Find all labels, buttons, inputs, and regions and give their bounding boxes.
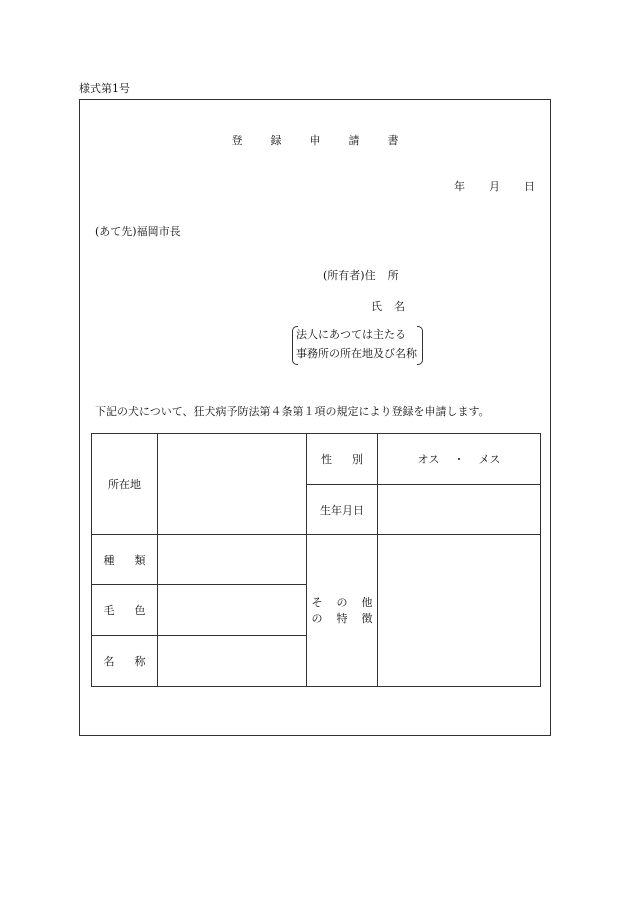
dog-name-label: 名 称 (92, 636, 158, 687)
bracket-left (292, 326, 298, 365)
owner-name-label (371, 298, 405, 314)
sex-label: 性 別 (307, 434, 378, 485)
sex-option-male[interactable]: オス (417, 453, 440, 466)
dog-name-field[interactable] (158, 636, 307, 687)
location-field[interactable] (158, 434, 307, 535)
owner-name-label-1: 氏 (371, 300, 382, 313)
registration-table (91, 433, 541, 687)
addressee: (あて先)福岡市長 (95, 225, 181, 238)
location-label: 所在地 (92, 434, 158, 535)
features-label: そ の 他 の 特 徴 (307, 535, 378, 687)
sex-field[interactable]: オス ・ メス (378, 434, 541, 485)
form-title (0, 132, 630, 148)
form-number: 様式第1号 (79, 82, 130, 95)
title-char: 書 (387, 134, 399, 147)
sex-option-female[interactable]: メス (478, 453, 501, 466)
coat-color-label: 毛 色 (92, 585, 158, 636)
date-line (454, 178, 535, 194)
date-day-label: 日 (524, 180, 535, 193)
corporate-note (296, 325, 417, 363)
breed-label: 種 類 (92, 535, 158, 585)
owner-address-label-2: 所 (387, 269, 399, 282)
owner-name-label-2: 名 (394, 300, 405, 313)
statement: 下記の犬について、狂犬病予防法第４条第１項の規定により登録を申請します。 (95, 405, 490, 418)
owner-address-label (323, 267, 399, 283)
owner-address-label-1: (所有者)住 (323, 269, 376, 282)
coat-color-field[interactable] (158, 585, 307, 636)
birthdate-label: 生年月日 (307, 485, 378, 535)
corp-note-line2: 事務所の所在地及び名称 (296, 347, 417, 360)
birthdate-field[interactable] (378, 485, 541, 535)
corp-note-line1: 法人にあつては主たる (296, 328, 406, 341)
bracket-right (417, 326, 423, 365)
date-year-label: 年 (454, 180, 465, 193)
date-month-label: 月 (489, 180, 500, 193)
title-char: 録 (270, 134, 282, 147)
features-field[interactable] (378, 535, 541, 687)
title-char: 申 (309, 134, 321, 147)
title-char: 登 (231, 134, 243, 147)
breed-field[interactable] (158, 535, 307, 585)
title-char: 請 (348, 134, 360, 147)
